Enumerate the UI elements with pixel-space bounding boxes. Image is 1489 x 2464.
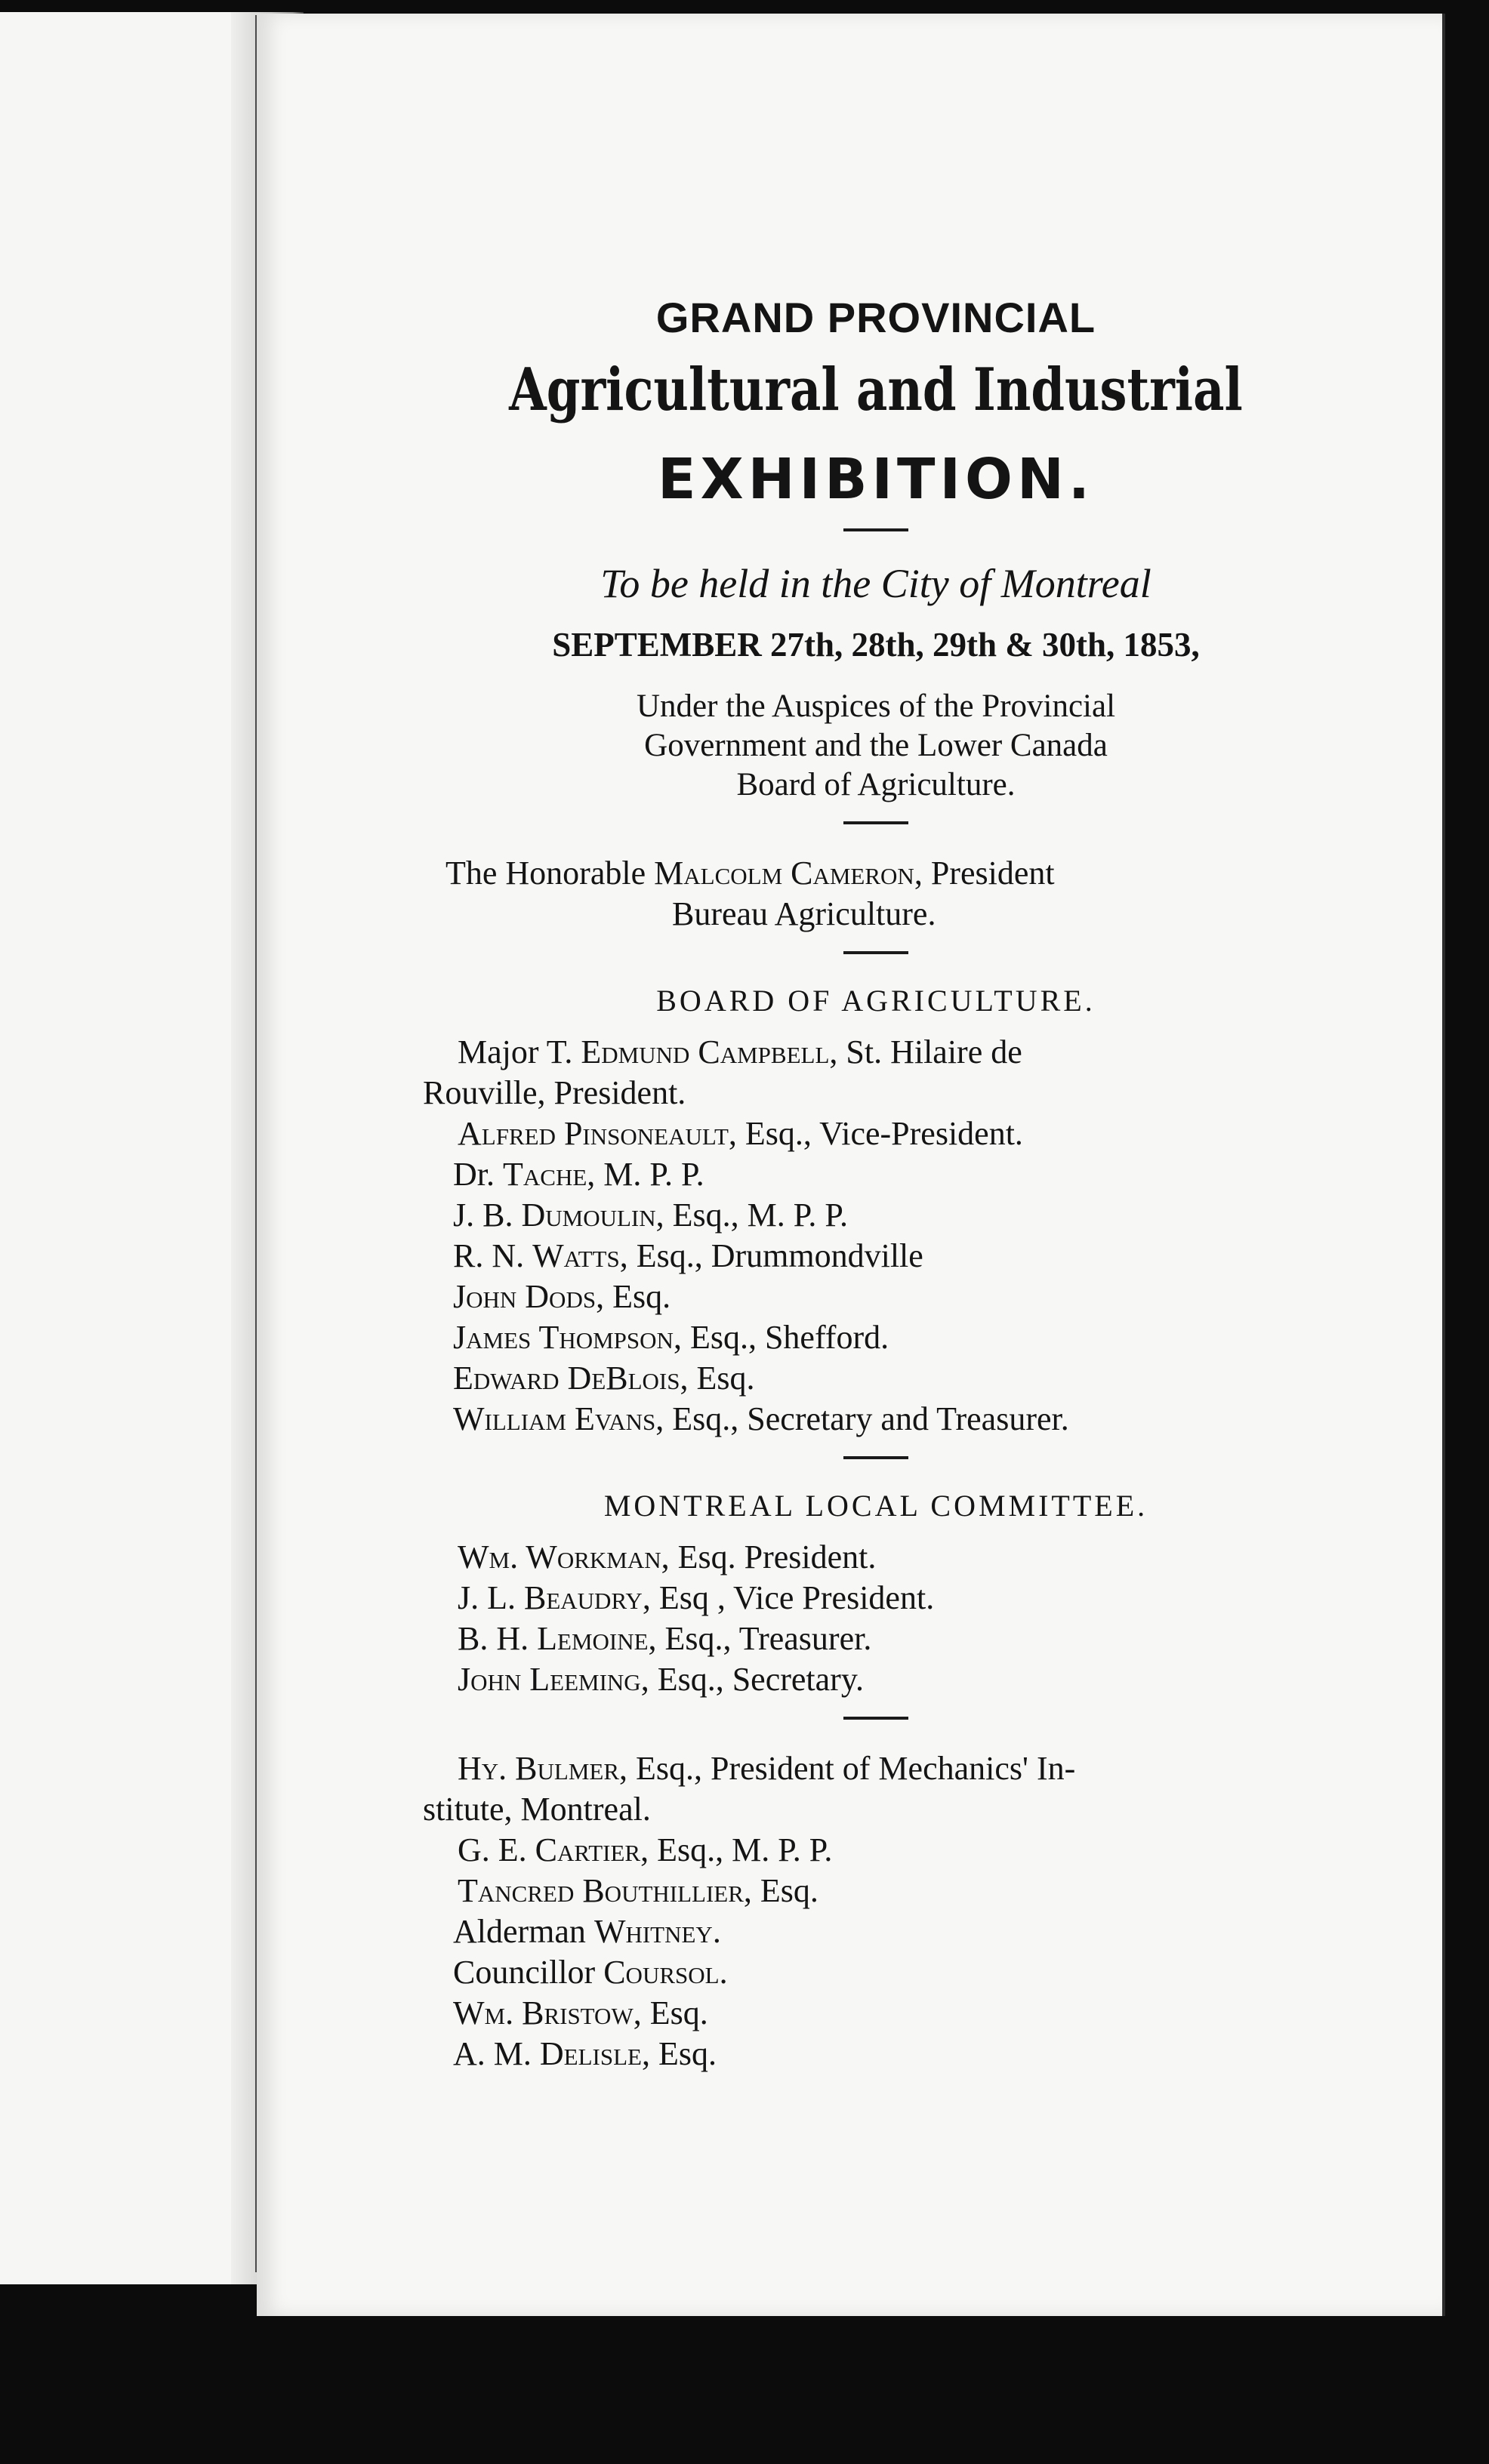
bureau-line-2: Bureau Agriculture. bbox=[672, 895, 936, 932]
other-members bbox=[423, 1748, 1329, 2074]
member-line: John Leeming, Esq., Secretary. bbox=[458, 1661, 864, 1698]
member-line: John Dods, Esq. bbox=[453, 1278, 671, 1315]
page-content bbox=[423, 293, 1329, 2074]
member-line: J. L. Beaudry, Esq , Vice President. bbox=[458, 1579, 935, 1616]
member-line: Alfred Pinsoneault, Esq., Vice-President. bbox=[458, 1115, 1023, 1152]
member-line: Hy. Bulmer, Esq., President of Mechanics' In- bbox=[458, 1750, 1076, 1787]
member-line: R. N. Watts, Esq., Drummondville bbox=[453, 1237, 923, 1274]
bureau-prefix: The Honorable bbox=[445, 855, 655, 892]
member-line: Wm. Bristow, Esq. bbox=[453, 1994, 708, 2031]
divider-rule bbox=[843, 1456, 908, 1459]
auspices-line: Board of Agriculture. bbox=[736, 767, 1016, 802]
member-line: J. B. Dumoulin, Esq., M. P. P. bbox=[453, 1197, 848, 1234]
member-line: Councillor Coursol. bbox=[453, 1954, 728, 1991]
member-line: Alderman Whitney. bbox=[453, 1913, 721, 1950]
member-line: Dr. Tache, M. P. P. bbox=[453, 1156, 704, 1193]
member-line: William Evans, Esq., Secretary and Treasurer. bbox=[453, 1400, 1069, 1437]
member-line: B. H. Lemoine, Esq., Treasurer. bbox=[458, 1620, 872, 1657]
divider-rule bbox=[843, 528, 908, 531]
divider-rule bbox=[843, 951, 908, 954]
local-committee-title: MONTREAL LOCAL COMMITTEE. bbox=[603, 1489, 1148, 1523]
member-line: A. M. Delisle, Esq. bbox=[453, 2035, 717, 2072]
title-line-1: GRAND PROVINCIAL bbox=[655, 294, 1096, 341]
auspices-line: Government and the Lower Canada bbox=[644, 728, 1108, 763]
bureau-president bbox=[423, 853, 1329, 935]
dates-line: SEPTEMBER 27th, 28th, 29th & 30th, 1853, bbox=[552, 626, 1200, 664]
member-line: James Thompson, Esq., Shefford. bbox=[453, 1319, 889, 1356]
board-title: BOARD OF AGRICULTURE. bbox=[656, 984, 1096, 1018]
local-committee-members bbox=[423, 1537, 1329, 1700]
member-line: Major T. Edmund Campbell, St. Hilaire de bbox=[458, 1033, 1022, 1070]
venue-line: To be held in the City of Montreal bbox=[600, 561, 1151, 606]
auspices-block bbox=[423, 687, 1329, 805]
member-line: Edward DeBlois, Esq. bbox=[453, 1360, 755, 1397]
title-line-2: Agricultural and Industrial bbox=[509, 356, 1243, 424]
auspices-line: Under the Auspices of the Provincial bbox=[636, 688, 1116, 724]
divider-rule bbox=[843, 821, 908, 824]
member-line: stitute, Montreal. bbox=[423, 1791, 651, 1828]
member-line: Rouville, President. bbox=[423, 1074, 686, 1111]
bureau-suffix: , President bbox=[914, 855, 1055, 892]
member-line: Wm. Workman, Esq. President. bbox=[458, 1538, 877, 1575]
document-page bbox=[257, 14, 1445, 2316]
board-members bbox=[423, 1032, 1329, 1440]
member-line: G. E. Cartier, Esq., M. P. P. bbox=[458, 1831, 833, 1868]
member-line: Tancred Bouthillier, Esq. bbox=[458, 1872, 818, 1909]
bureau-name: Malcolm Cameron bbox=[654, 855, 914, 892]
title-line-3: EXHIBITION. bbox=[658, 447, 1094, 512]
divider-rule bbox=[843, 1717, 908, 1720]
